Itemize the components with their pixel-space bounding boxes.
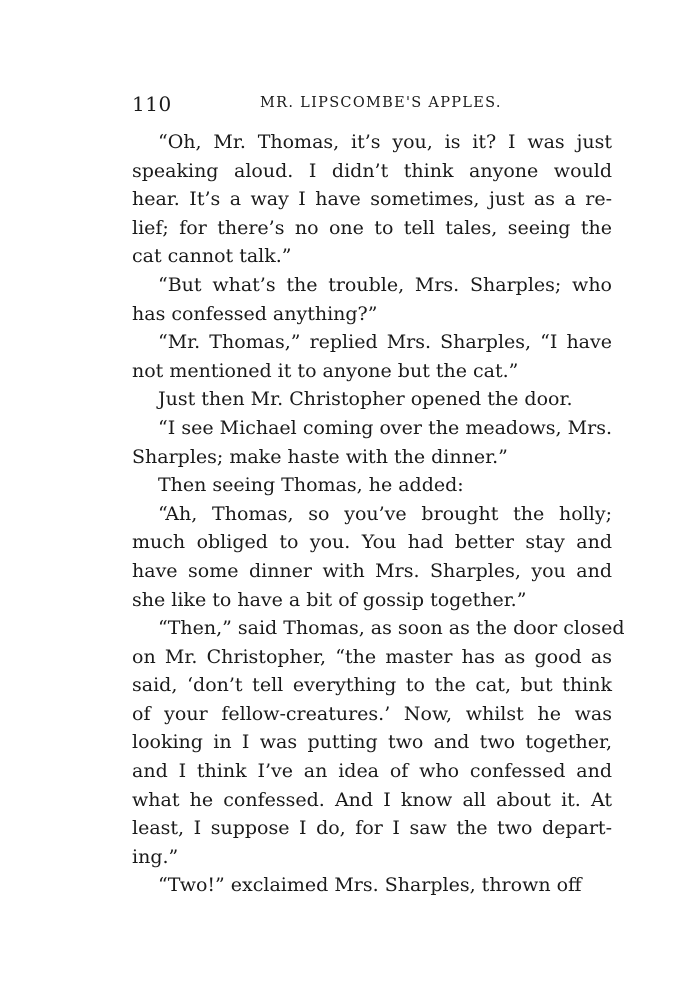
text-line: looking in I was putting two and two together,	[132, 731, 612, 754]
body-text	[132, 128, 625, 900]
text-line: “I see Michael coming over the meadows, Mrs.	[158, 416, 612, 439]
text-line: has confessed anything?”	[132, 302, 378, 325]
text-line: she like to have a bit of gossip together.”	[132, 588, 527, 611]
text-line: on Mr. Christopher, “the master has as good as	[132, 645, 612, 668]
text-line: “Mr. Thomas,” replied Mrs. Sharples, “I have	[158, 331, 612, 354]
text-line: have some dinner with Mrs. Sharples, you and	[132, 559, 612, 582]
page-header	[132, 92, 612, 120]
book-page	[132, 92, 625, 900]
text-line: speaking aloud. I didn’t think anyone would	[132, 159, 612, 182]
page-number: 110	[132, 92, 172, 116]
text-line: of your fellow-creatures.’ Now, whilst he was	[132, 702, 612, 725]
paragraph	[132, 385, 612, 414]
paragraph	[132, 471, 612, 500]
text-line: what he confessed. And I know all about it. At	[132, 788, 612, 811]
paragraph	[132, 271, 612, 328]
text-line: much obliged to you. You had better stay and	[132, 531, 612, 554]
text-line: “Oh, Mr. Thomas, it’s you, is it? I was just	[158, 131, 612, 153]
running-title: MR. LIPSCOMBE'S APPLES.	[260, 95, 502, 111]
text-line: hear. It’s a way I have sometimes, just as a re-	[132, 188, 612, 211]
paragraph	[132, 614, 625, 871]
paragraph	[132, 500, 612, 614]
text-line: cat cannot talk.”	[132, 245, 292, 268]
text-line: Sharples; make haste with the dinner.”	[132, 445, 508, 468]
text-line: said, ‘don’t tell everything to the cat, but think	[132, 674, 612, 697]
text-line: not mentioned it to anyone but the cat.”	[132, 359, 519, 382]
text-line: and I think I’ve an idea of who confessed and	[132, 760, 612, 783]
paragraph	[132, 128, 612, 271]
text-line: Just then Mr. Christopher opened the door.	[158, 388, 573, 411]
text-line: Then seeing Thomas, he added:	[158, 474, 464, 497]
text-line: “Two!” exclaimed Mrs. Sharples, thrown off	[158, 874, 582, 897]
text-line: lief; for there’s no one to tell tales, seeing the	[132, 216, 612, 239]
text-line: least, I suppose I do, for I saw the two depart-	[132, 817, 612, 840]
text-line: “But what’s the trouble, Mrs. Sharples; who	[158, 273, 612, 296]
paragraph	[132, 328, 612, 385]
text-line: “Then,” said Thomas, as soon as the door closed	[158, 617, 625, 640]
paragraph	[132, 871, 612, 900]
text-line: ing.”	[132, 845, 179, 868]
text-line: “Ah, Thomas, so you’ve brought the holly;	[158, 502, 612, 525]
paragraph	[132, 414, 612, 471]
